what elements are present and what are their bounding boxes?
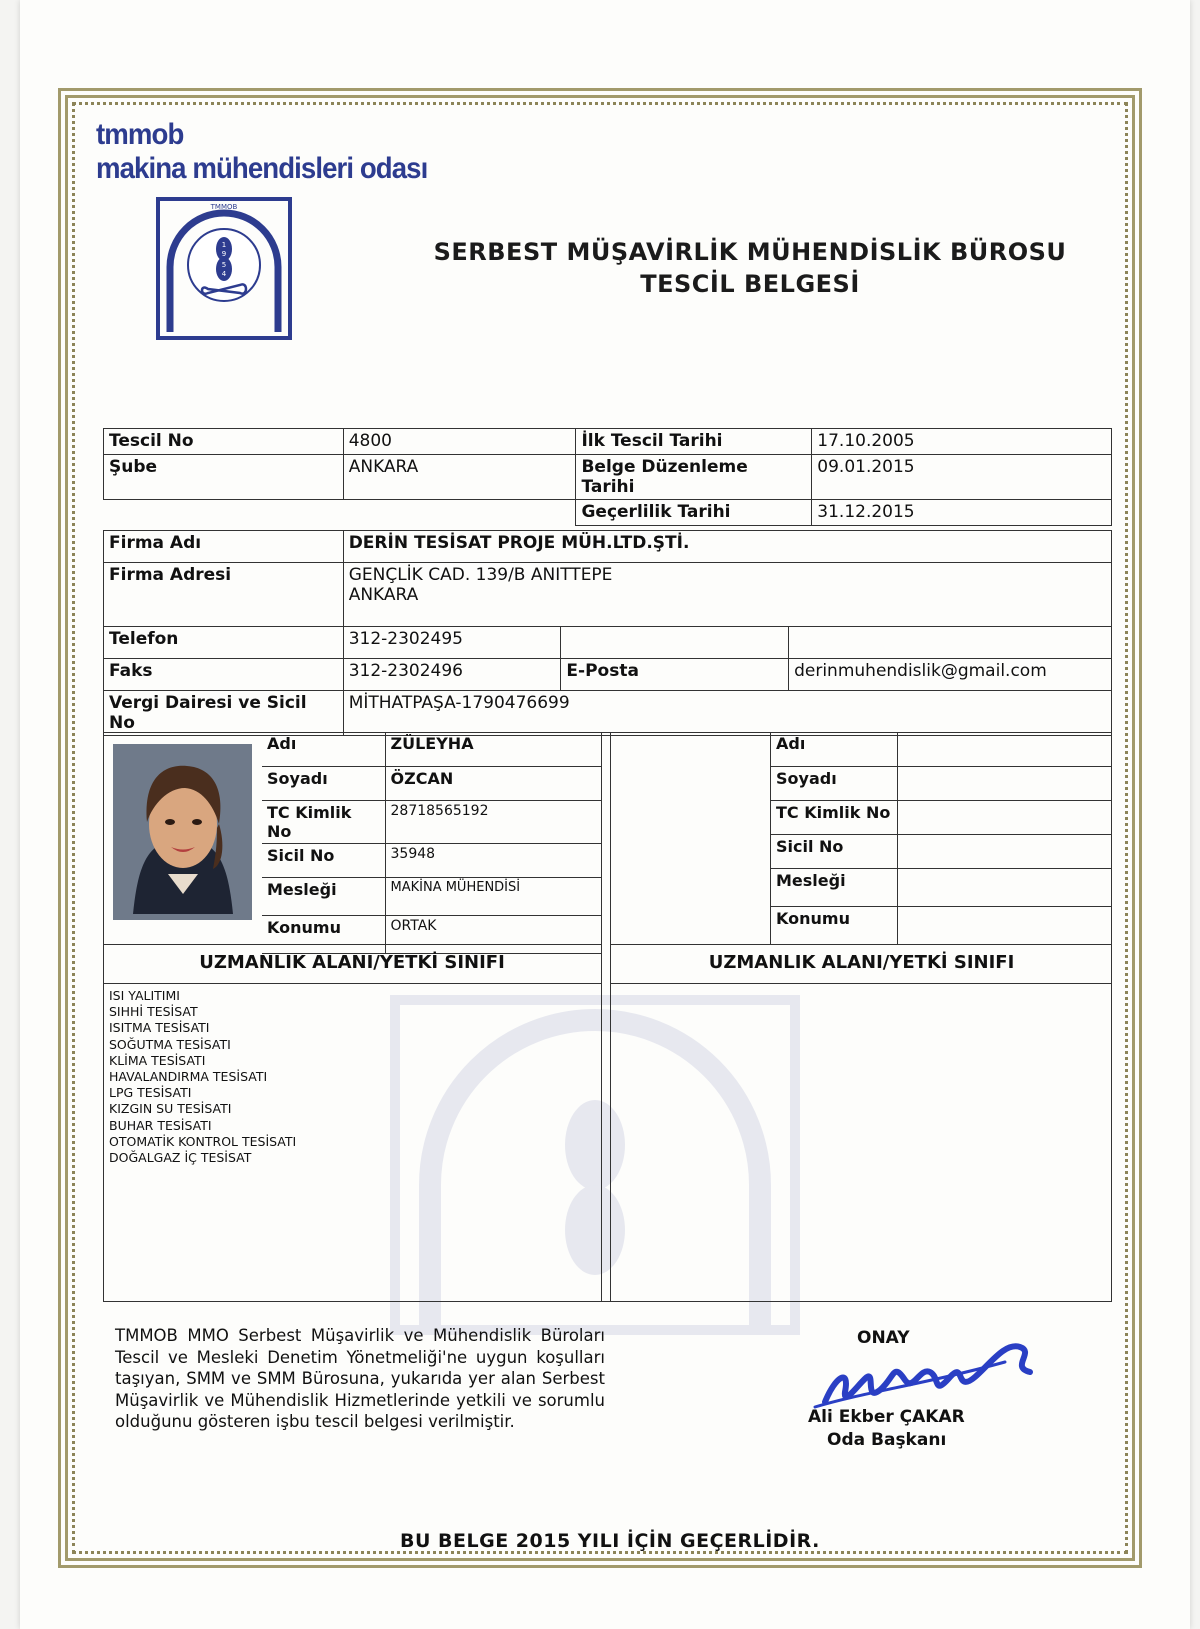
firm-name-label: Firma Adı [104,531,344,563]
signer-name: Ali Ekber ÇAKAR [808,1407,965,1427]
specialty-item: OTOMATİK KONTROL TESİSATI [109,1133,297,1149]
person-right-position-label: Konumu [771,906,898,944]
svg-text:1: 1 [221,241,227,249]
sube-label: Şube [104,455,344,500]
signer-title: Oda Başkanı [827,1430,947,1450]
ilk-tescil-value: 17.10.2005 [812,429,1112,455]
person-left-table [262,732,601,954]
svg-text:4: 4 [221,270,227,278]
specialty-item: DOĞALGAZ İÇ TESİSAT [109,1150,252,1166]
firm-name-value: DERİN TESİSAT PROJE MÜH.LTD.ŞTİ. [343,531,1111,563]
person-left-position-label: Konumu [262,915,385,953]
approval-label: ONAY [857,1328,910,1348]
fax-value: 312-2302496 [343,659,561,691]
person-left-job: MAKİNA MÜHENDİSİ [385,877,601,915]
specialty-header-left: UZMANLIK ALANI/YETKİ SINIFI [103,944,601,984]
person-left-surname-label: Soyadı [262,766,385,800]
gecerlilik-value: 31.12.2015 [812,500,1112,526]
org-name-line1: tmmob [96,118,184,151]
svg-text:9: 9 [221,250,227,258]
specialty-item: ISI YALITIMI [109,988,180,1003]
person-left-position: ORTAK [385,915,601,953]
person-left-sicil: 35948 [385,843,601,877]
person-left-tc-label: TC Kimlik No [262,800,385,843]
belge-duzenleme-label: Belge Düzenleme Tarihi [576,455,812,500]
person-left-surname: ÖZCAN [385,766,601,800]
person-right-tc-label: TC Kimlik No [771,800,898,834]
person-left-name: ZÜLEYHA [385,732,601,766]
specialty-item: KLİMA TESİSATI [109,1052,206,1068]
person-right-surname-label: Soyadı [771,766,898,800]
persons-divider [601,732,611,1302]
ilk-tescil-label: İlk Tescil Tarihi [576,429,812,455]
person-right-table [770,732,1112,945]
legal-statement: TMMOB MMO Serbest Müşavirlik ve Mühendislik Büroları Tescil ve Mesleki Denetim Yönetmeliği'ne uygun koşulları taşıyan, SMM ve SMM Bürosuna, yukarıda yer alan Serbest Müşavirlik ve Mühendislik Hizmetlerinde yetkili ve sorumlu olduğunu gösteren işbu tescil belgesi verilmiştir. [115,1326,605,1431]
specialty-item: SIHHİ TESİSAT [109,1004,198,1020]
person-right-sicil-label: Sicil No [771,834,898,868]
gecerlilik-label: Geçerlilik Tarihi [576,500,812,526]
tax-label: Vergi Dairesi ve Sicil No [104,691,344,736]
sube-value: ANKARA [343,455,576,500]
email-label: E-Posta [561,659,789,691]
specialty-item: HAVALANDIRMA TESİSATI [109,1069,268,1085]
person-left-sicil-label: Sicil No [262,843,385,877]
document-subtitle: TESCİL BELGESİ [640,270,860,298]
phone-value: 312-2302495 [343,627,561,659]
registry-table [103,428,1112,526]
specialty-list [109,988,296,1166]
person-left-name-label: Adı [262,732,385,766]
mmo-logo-icon [156,197,292,340]
specialty-item: ISITMA TESİSATI [109,1020,210,1036]
person-left-tc: 28718565192 [385,800,601,843]
belge-duzenleme-value: 09.01.2015 [812,455,1112,500]
tax-value: MİTHATPAŞA-1790476699 [343,691,1111,736]
specialty-header-right: UZMANLIK ALANI/YETKİ SINIFI [611,944,1112,984]
tescil-no-label: Tescil No [104,429,344,455]
org-name-line2: makina mühendisleri odası [96,152,428,185]
person-left-job-label: Mesleği [262,877,385,915]
email-value: derinmuhendislik@gmail.com [789,659,1112,691]
person-right-job-label: Mesleği [771,868,898,906]
svg-text:5: 5 [221,261,227,269]
specialty-item: BUHAR TESİSATI [109,1117,212,1133]
specialty-item: KIZGIN SU TESİSATI [109,1101,232,1117]
logo-text: TMMOB [210,203,238,211]
phone-label: Telefon [104,627,344,659]
firm-table [103,530,1112,736]
tescil-no-value: 4800 [343,429,576,455]
validity-statement: BU BELGE 2015 YILI İÇİN GEÇERLİDİR. [400,1530,820,1552]
document-title: SERBEST MÜŞAVİRLİK MÜHENDİSLİK BÜROSU [433,238,1067,266]
specialty-item: SOĞUTMA TESİSATI [109,1036,231,1052]
firm-address-label: Firma Adresi [104,563,344,627]
specialty-item: LPG TESİSATI [109,1085,192,1101]
fax-label: Faks [104,659,344,691]
person-right-name-label: Adı [771,732,898,766]
person-photo [113,744,252,920]
firm-address-line1: GENÇLİK CAD. 139/B ANITTEPE [348,565,613,585]
firm-address-line2: ANKARA [348,585,419,605]
